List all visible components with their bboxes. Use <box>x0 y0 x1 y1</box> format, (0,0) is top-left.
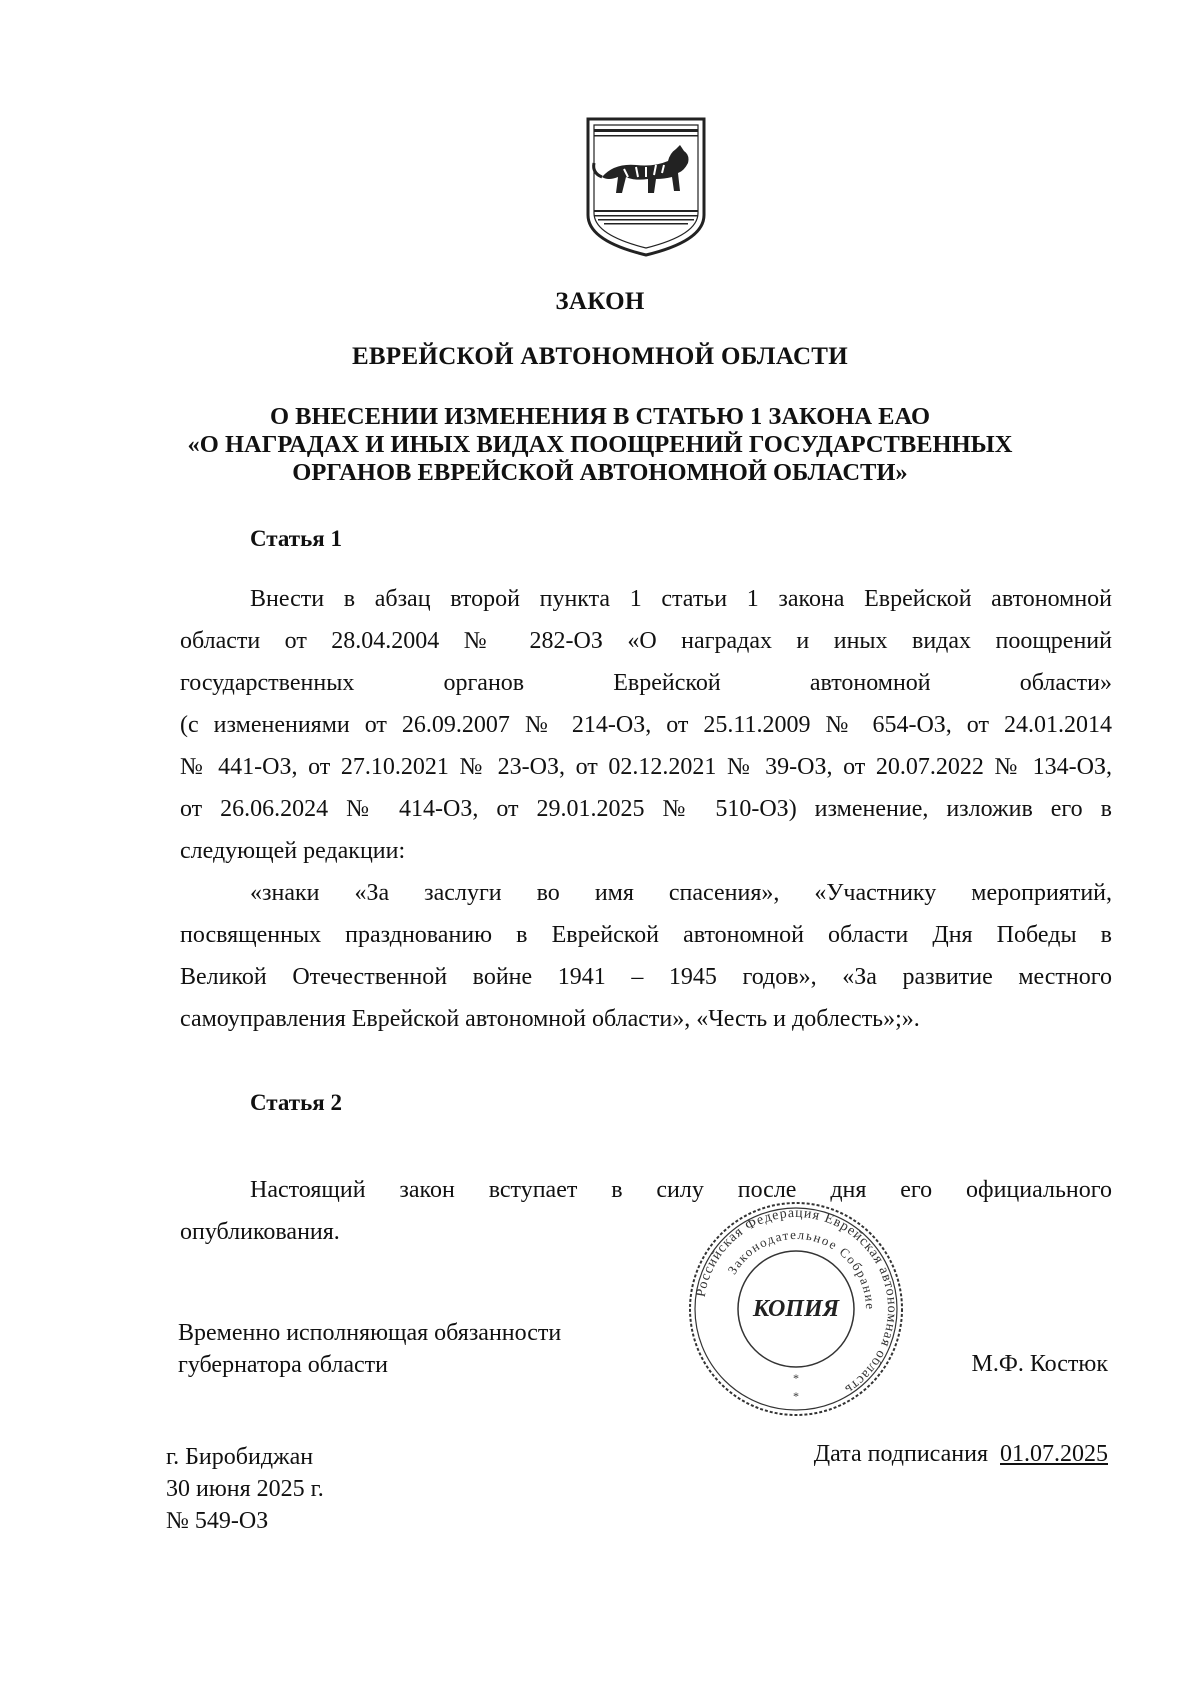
svg-text:Российская Федерация Еврейская: Российская Федерация Еврейская автономная область <box>693 1205 900 1398</box>
text-line: опубликования. <box>180 1219 340 1245</box>
subject-line: О ВНЕСЕНИИ ИЗМЕНЕНИЯ В СТАТЬЮ 1 ЗАКОНА ЕАО <box>269 403 931 430</box>
signing-date-value: 01.07.2025 <box>1000 1441 1108 1467</box>
article-2-heading: Статья 2 <box>250 1090 342 1115</box>
text-line: области от 28.04.2004 № 282-ОЗ «О наградах и иных видах поощрений <box>180 628 1112 654</box>
signing-date-label: Дата подписания <box>813 1441 988 1467</box>
signatory-position <box>178 1317 561 1381</box>
article-1-paragraph-1 <box>180 578 1112 872</box>
svg-text:Законодательное Собрание: Законодательное Собрание <box>724 1226 879 1311</box>
text-line: Внести в абзац второй пункта 1 статьи 1 закона Еврейской автономной <box>250 586 1112 612</box>
text-line: (с изменениями от 26.09.2007 № 214-ОЗ, от 25.11.2009 № 654-ОЗ, от 24.01.2014 <box>180 712 1112 738</box>
tiger-coat-of-arms-icon <box>584 115 708 257</box>
signatory-name: М.Ф. Костюк <box>971 1351 1108 1377</box>
text-line: Настоящий закон вступает в силу после дня его официального <box>250 1177 1112 1203</box>
text-line: Великой Отечественной войне 1941 – 1945 годов», «За развитие местного <box>180 964 1112 990</box>
article-1-paragraph-2 <box>180 872 1112 1040</box>
law-subject-title <box>150 403 1050 487</box>
signatory-position-line: губернатора области <box>178 1352 388 1378</box>
text-line: следующей редакции: <box>180 838 406 864</box>
text-line: № 441-ОЗ, от 27.10.2021 № 23-ОЗ, от 02.12.2021 № 39-ОЗ, от 20.07.2022 № 134-ОЗ, <box>180 754 1112 780</box>
region-title: ЕВРЕЙСКОЙ АВТОНОМНОЙ ОБЛАСТИ <box>351 343 849 370</box>
subject-line: ОРГАНОВ ЕВРЕЙСКОЙ АВТОНОМНОЙ ОБЛАСТИ» <box>292 459 908 486</box>
svg-text:*: * <box>793 1389 799 1403</box>
text-line: от 26.06.2024 № 414-ОЗ, от 29.01.2025 № 510-ОЗ) изменение, изложив его в <box>180 796 1112 822</box>
subject-line: «О НАГРАДАХ И ИНЫХ ВИДАХ ПООЩРЕНИЙ ГОСУДАРСТВЕННЫХ <box>187 431 1013 458</box>
issue-date: 30 июня 2025 г. <box>166 1476 324 1502</box>
law-number: № 549-ОЗ <box>166 1508 269 1534</box>
signing-date <box>814 1441 1108 1468</box>
text-line: «знаки «За заслуги во имя спасения», «Участнику мероприятий, <box>250 880 1112 906</box>
svg-text:*: * <box>793 1371 799 1385</box>
issue-city: г. Биробиджан <box>166 1444 314 1470</box>
article-1-heading: Статья 1 <box>250 526 342 551</box>
stamp-center-text: КОПИЯ <box>752 1296 840 1322</box>
text-line: посвященных празднованию в Еврейской автономной области Дня Победы в <box>180 922 1112 948</box>
signatory-position-line: Временно исполняющая обязанности <box>178 1320 562 1346</box>
copy-seal-stamp <box>685 1198 907 1420</box>
article-2-paragraph <box>180 1169 1112 1253</box>
text-line: самоуправления Еврейской автономной области», «Честь и доблесть»;». <box>180 1006 920 1032</box>
issue-place-date <box>166 1441 324 1537</box>
document-type-title: ЗАКОН <box>555 288 645 315</box>
text-line: государственных органов Еврейской автономной области» <box>180 670 1112 696</box>
